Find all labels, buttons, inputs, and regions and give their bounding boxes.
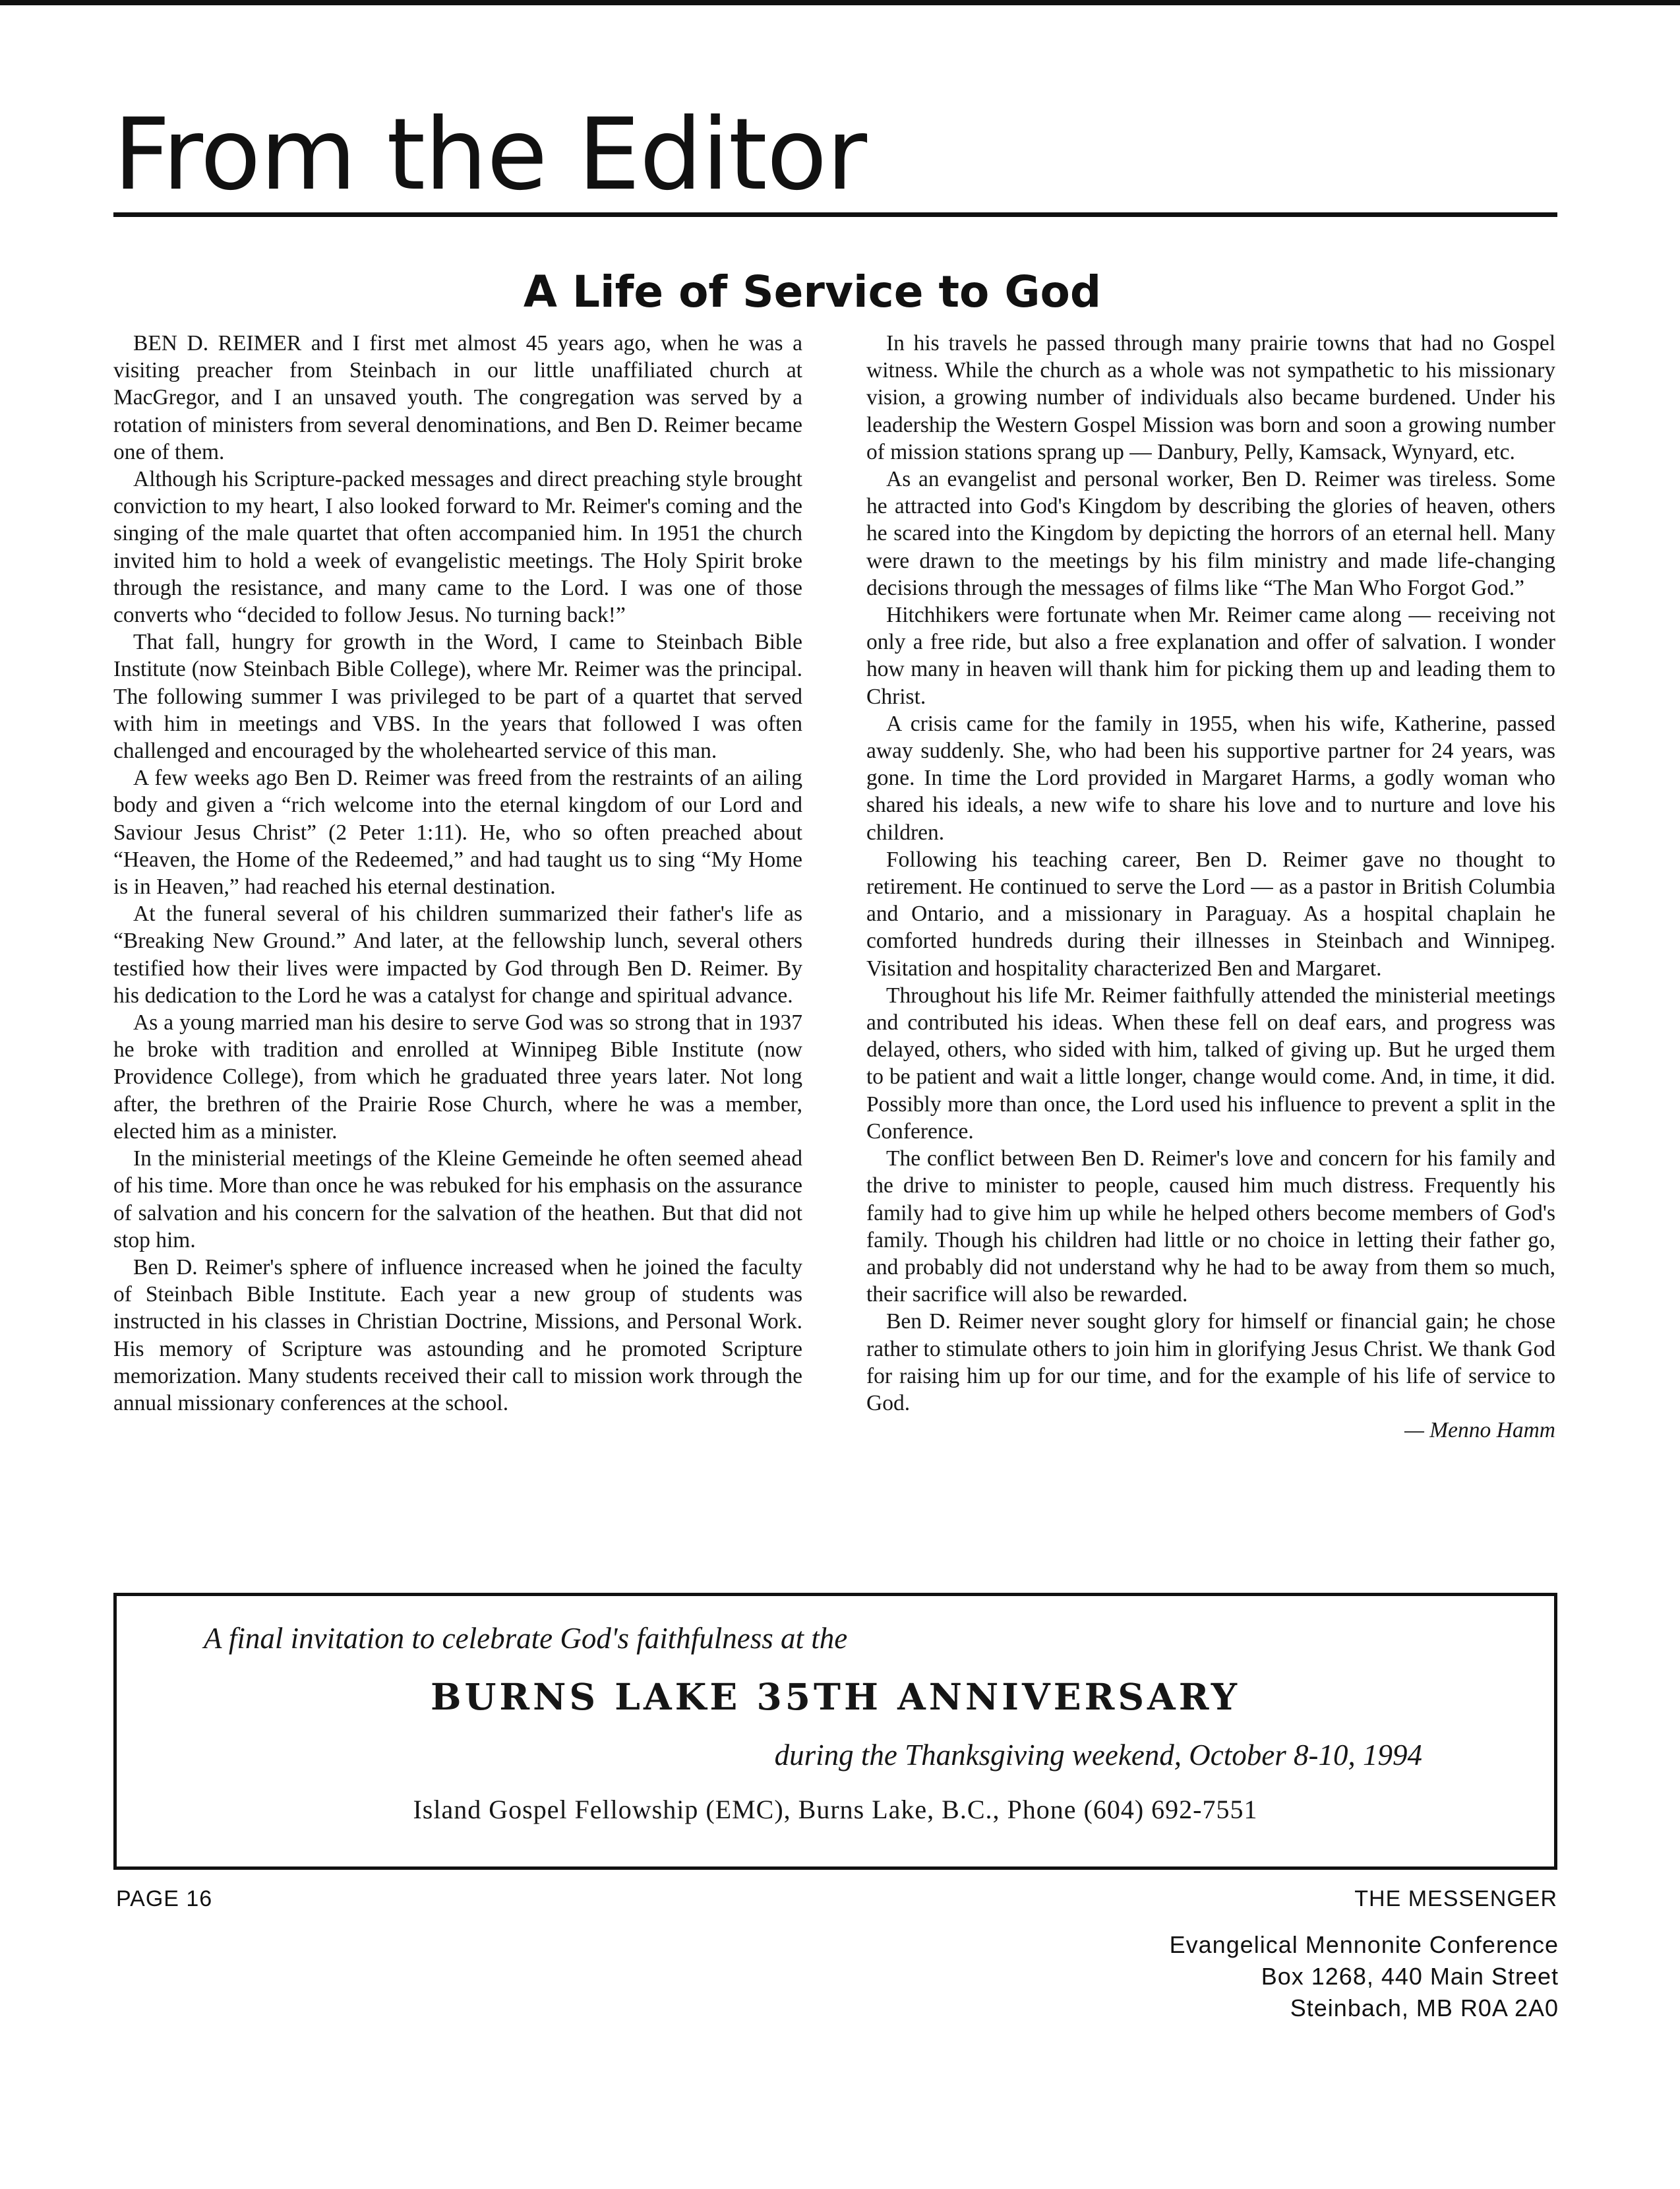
article-paragraph: Although his Scripture-packed messages and direct preaching style brought conviction to my heart, I also looked forward to Mr. Reimer's coming and the singing of the male quartet that often accompanied him. In 1951 the church invited him to hold a week of evangelistic meetings. The Holy Spirit broke through the resistance, and many came to the Lord. I was one of those converts who “decided to follow Jesus. No turning back!” [113,467,802,628]
article-paragraph: In the ministerial meetings of the Kleine Gemeinde he often seemed ahead of his time. More than once he was rebuked for his emphasis on the assurance of salvation and his concern for the salvation of the heathen. But that did not stop him. [113,1146,802,1252]
article-paragraph: A few weeks ago Ben D. Reimer was freed from the restraints of an ailing body and given a “rich welcome into the eternal kingdom of our Lord and Saviour Jesus Christ” (2 Peter 1:11). He, who so often preached about “Heaven, the Home of the Redeemed,” and had taught us to sing “My Home is in Heaven,” had reached his eternal destination. [113,766,802,900]
article-title: A Life of Service to God [523,266,1102,317]
article-paragraph: BEN D. REIMER and I first met almost 45 years ago, when he was a visiting preacher from Steinbach in our little unaffiliated church at MacGregor, and I an unsaved youth. The congregation was served by a rotation of ministers from several denominations, and Ben D. Reimer became one of them. [113,331,802,464]
address-line: Evangelical Mennonite Conference [1169,1931,1559,1958]
author-signature: — Menno Hamm [1404,1418,1555,1443]
article-paragraph: Ben D. Reimer's sphere of influence increased when he joined the faculty of Steinbach Bible Institute. Each year a new group of students was instructed in his classes in Christian Doctrine, Missions, and Personal Work. His memory of Scripture was astounding and he promoted Scripture memorization. Many students received their call to mission work through the annual missionary conferences at the school. [113,1254,802,1415]
article-paragraph: In his travels he passed through many prairie towns that had no Gospel witness. While the church as a whole was not sympathetic to his missionary vision, a growing number of individuals also became burdened. Under his leadership the Western Gospel Mission was born and soon a growing number of mission stations sprang up — Danbury, Pelly, Kamsack, Wynyard, etc. [866,331,1555,464]
publication-name: THE MESSENGER [1354,1886,1557,1911]
anniversary-announcement [113,1593,1557,1870]
article-paragraph: That fall, hungry for growth in the Word, I came to Steinbach Bible Institute (now Steinbach Bible College), where Mr. Reimer was the principal. The following summer I was privileged to be part of a quartet that served with him in meetings and VBS. In the years that followed I was often challenged and encouraged by the wholehearted service of this man. [113,630,802,764]
article-paragraph: The conflict between Ben D. Reimer's love and concern for his family and the drive to minister to people, caused him much distress. Frequently his family had to give him up while he helped others become members of God's family. Though his children had little or no choice in letting their father go, and probably did not understand why he had to be away from them so much, their sacrifice will also be rewarded. [866,1146,1555,1307]
article-paragraph: At the funeral several of his children summarized their father's life as “Breaking New Ground.” And later, at the fellowship lunch, several others testified how their lives were impacted by God through Ben D. Reimer. By his dedication to the Lord he was a catalyst for change and spiritual advance. [113,902,802,1008]
page-number: PAGE 16 [116,1886,213,1911]
announcement-headline: BURNS LAKE 35TH ANNIVERSARY [430,1675,1241,1718]
article-right-column [866,330,1555,1444]
article-paragraph: Following his teaching career, Ben D. Reimer gave no thought to retirement. He continued to serve the Lord — as a pastor in British Columbia and Ontario, and a missionary in Paraguay. As a hospital chaplain he comforted hundreds during their illnesses in Steinbach and Winnipeg. Visitation and hospitality characterized Ben and Margaret. [866,847,1555,981]
mailing-address [1170,1929,1559,2024]
section-title: From the Editor [113,98,867,212]
article-paragraph: Throughout his life Mr. Reimer faithfully attended the ministerial meetings and contributed his ideas. When these fell on deaf ears, and progress was delayed, others, who sided with him, talked of giving up. But he urged them to be patient and wait a little longer, change would come. And, in time, it did. Possibly more than once, the Lord used his influence to prevent a split in the Conference. [866,983,1555,1144]
announcement-intro: A final invitation to celebrate God's faithfulness at the [204,1622,848,1655]
article-paragraph: Ben D. Reimer never sought glory for himself or financial gain; he chose rather to stimulate others to join him in glorifying Jesus Christ. We thank God for raising him up for our time, and for the example of his life of service to God. [866,1309,1555,1415]
announcement-date: during the Thanksgiving weekend, October 8-10, 1994 [774,1739,1422,1772]
address-line: Box 1268, 440 Main Street [1261,1963,1559,1990]
announcement-contact: Island Gospel Fellowship (EMC), Burns Lake, B.C., Phone (604) 692-7551 [413,1795,1258,1824]
article-left-column [113,330,802,1417]
article-paragraph: Hitchhikers were fortunate when Mr. Reimer came along — receiving not only a free ride, but also a free explanation and offer of salvation. I wonder how many in heaven will thank him for picking them up and leading them to Christ. [866,603,1555,709]
title-rule [113,212,1557,217]
address-line: Steinbach, MB R0A 2A0 [1290,1994,1559,2021]
article-paragraph: As a young married man his desire to serve God was so strong that in 1937 he broke with tradition and enrolled at Winnipeg Bible Institute (now Providence College), from which he graduated three years later. Not long after, the brethren of the Prairie Rose Church, where he was a member, elected him as a minister. [113,1010,802,1144]
top-border [0,0,1680,5]
article-paragraph: A crisis came for the family in 1955, when his wife, Katherine, passed away suddenly. She, who had been his supportive partner for 24 years, was gone. In time the Lord provided in Margaret Harms, a godly woman who shared his ideals, a new wife to share his love and to nurture and love his children. [866,711,1555,845]
article-paragraph: As an evangelist and personal worker, Ben D. Reimer was tireless. Some he attracted into God's Kingdom by describing the glories of heaven, others he scared into the Kingdom by depicting the horrors of an eternal hell. Many were drawn to the meetings by his film ministry and made life-changing decisions through the messages of films like “The Man Who Forgot God.” [866,467,1555,600]
